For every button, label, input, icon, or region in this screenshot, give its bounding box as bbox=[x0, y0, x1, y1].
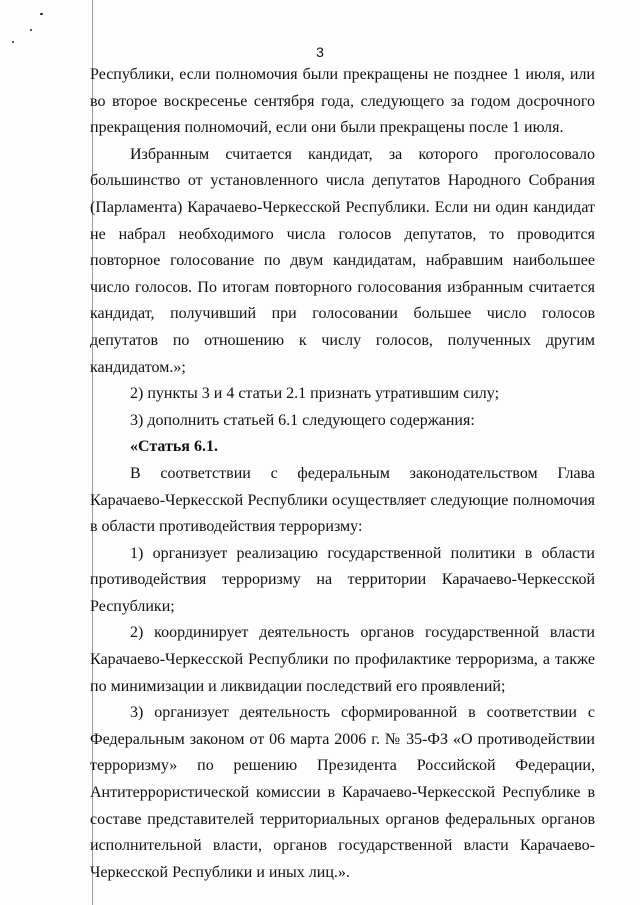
list-item: 2) пункты 3 и 4 статьи 2.1 признать утратившим силу; bbox=[130, 385, 500, 403]
scan-speck bbox=[30, 29, 32, 31]
scan-speck bbox=[40, 13, 43, 15]
list-item: 3) дополнить статьей 6.1 следующего содержания: bbox=[130, 411, 475, 429]
paragraph: Избранным считается кандидат, за которого проголосовало большинство от установленного числа депутатов Народного Собрания (Парламента) Карачаево-Черкесской Республики. Если ни один кандидат не набрал необходимого числа голосов депутатов, то проводится повторное голосование по двум кандидатам, набравшим наибольшее число голосов. По итогам повторного голосования избранным считается кандидат, получивший при голосовании большее число голосов депутатов по отношению к числу голосов, полученных другим кандидатом.»; bbox=[90, 145, 595, 376]
document-body bbox=[90, 62, 595, 886]
paragraph: В соответствии с федеральным законодательством Глава Карачаево-Черкесской Республики осуществляет следующие полномочия в области противодействия терроризму: bbox=[90, 464, 595, 536]
paragraph: Республики, если полномочия были прекращены не позднее 1 июля, или во второе воскресенье сентября года, следующего за годом досрочного прекращения полномочий, если они были прекращены после 1 июля. bbox=[90, 66, 595, 137]
article-heading: «Статья 6.1. bbox=[130, 438, 218, 456]
list-item: 2) координирует деятельность органов государственной власти Карачаево-Черкесской Республики по профилактике терроризма, а также по минимизации и ликвидации последствий его проявлений; bbox=[90, 624, 595, 695]
list-item: 3) организует деятельность сформированной в соответствии с Федеральным законом от 06 марта 2006 г. № 35-ФЗ «О противодействии терроризму» по решению Президента Российской Федерации, Антитеррористической комиссии в Карачаево-Черкесской Республике в составе представителей территориальных органов федеральных органов исполнительной власти, органов государственной власти Карачаево-Черкесской Республики и иных лиц.». bbox=[90, 704, 595, 881]
page-number: 3 bbox=[316, 44, 324, 60]
scan-speck bbox=[12, 41, 14, 43]
list-item: 1) организует реализацию государственной политики в области противодействия терроризму на территории Карачаево-Черкесской Республики; bbox=[90, 544, 595, 615]
